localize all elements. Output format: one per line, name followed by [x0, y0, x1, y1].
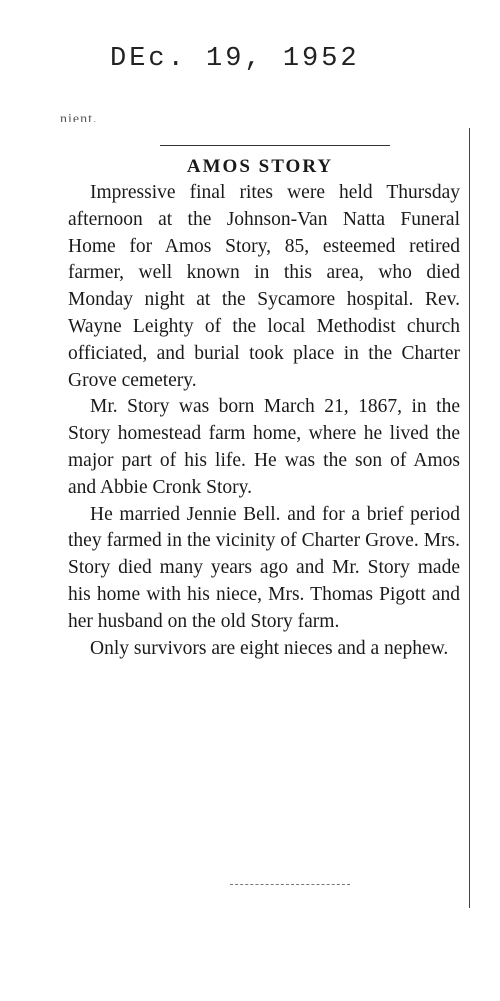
paragraph-4: Only survivors are eight nieces and a nephew.	[90, 637, 449, 659]
paragraph-2: Mr. Story was born March 21, 1867, in the Story homestead farm home, where he lived the major part of his life. He was the son of Amos and Abbie Cronk Story.	[68, 396, 460, 498]
newspaper-clipping	[60, 108, 470, 898]
article-headline: AMOS STORY	[186, 156, 334, 177]
paragraph-1: Impressive final rites were held Thursday afternoon at the Johnson-Van Natta Funeral Home for Amos Story, 85, esteemed retired farmer, well known in this area, who died Monday night at the Sycamore hospital. Rev. Wayne Leighty of the local Methodist church officiated, and burial took place in the Charter Grove cemetery.	[68, 182, 460, 391]
top-rule	[160, 145, 390, 146]
clipping-edge	[469, 128, 470, 908]
bottom-rule	[230, 884, 350, 885]
paragraph-3: He married Jennie Bell. and for a brief period they farmed in the vicinity of Charter Grove. Mrs. Story died many years ago and Mr. Story made his home with his niece, Mrs. Thomas Pigott and her husband on the old Story farm.	[68, 503, 460, 632]
previous-article-tail: nient.	[60, 112, 98, 122]
date-stamp: DEc. 19, 1952	[110, 44, 360, 74]
article-body	[68, 180, 460, 662]
